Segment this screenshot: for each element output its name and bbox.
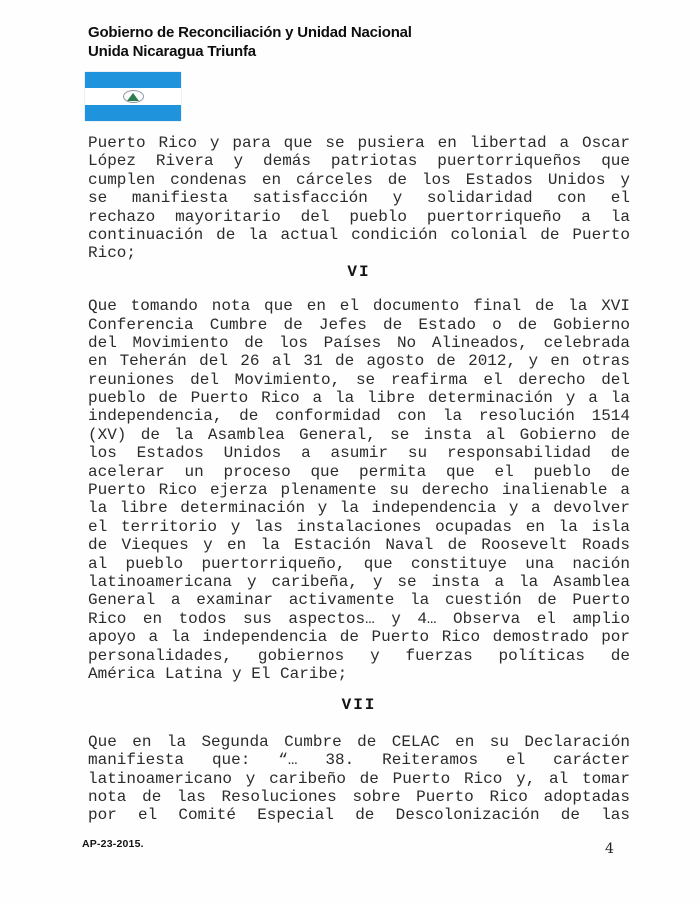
heading-vi: VI [347, 262, 371, 281]
nicaragua-flag-icon [85, 72, 181, 121]
text-line: Puerto Rico y para que se pusiera en libertad a Oscar [88, 134, 630, 152]
text-line: la libre determinación y la independencia y a devolver [88, 499, 630, 518]
text-line: independencia, de conformidad con la resolución 1514 [88, 407, 630, 426]
flag-stripe-top [85, 72, 181, 88]
text-line: por el Comité Especial de Descolonización de las [88, 806, 630, 825]
text-line: cumplen condenas en cárceles de los Estados Unidos y [88, 170, 630, 189]
text-line: apoyo a la independencia de Puerto Rico demostrado por [88, 628, 630, 647]
text-line: Conferencia Cumbre de Jefes de Estado o de Gobierno [88, 315, 630, 334]
document-header [88, 23, 412, 61]
flag-triangle-icon [127, 93, 139, 101]
document-body [88, 134, 630, 825]
text-line: reuniones del Movimiento, se reafirma el derecho del [88, 370, 630, 389]
text-line: el territorio y las instalaciones ocupadas en la isla [88, 517, 630, 536]
text-line: rechazo mayoritario del pueblo puertorriqueño a la [88, 207, 630, 226]
flag-stripe-bottom [85, 105, 181, 121]
text-line: (XV) de la Asamblea General, se insta al Gobierno de [88, 425, 630, 444]
flag-emblem-icon [123, 90, 144, 103]
text-line: acelerar un proceso que permita que el pueblo de [88, 462, 630, 481]
text-line: en Teherán del 26 al 31 de agosto de 2012, y en otras [88, 352, 630, 371]
text-line: General a examinar activamente la cuestión de Puerto [88, 591, 630, 610]
document-reference: AP-23-2015. [82, 838, 144, 850]
flag-stripe-middle [85, 88, 181, 105]
text-line: los Estados Unidos a asumir su responsabilidad de [88, 444, 630, 463]
page-number: 4 [605, 841, 614, 857]
paragraph-3 [88, 733, 630, 825]
text-line: manifiesta que: “… 38. Reiteramos el carácter [88, 751, 630, 770]
text-line: latinoamericano y caribeño de Puerto Rico y, al tomar [88, 769, 630, 788]
paragraph-1 [88, 134, 630, 263]
text-line: América Latina y El Caribe; [88, 664, 348, 683]
text-line: Que tomando nota que en el documento final de la XVI [88, 297, 630, 316]
text-line: López Rivera y demás patriotas puertorriqueños que [88, 152, 630, 171]
text-line: del Movimiento de los Países No Alineados, celebrada [88, 333, 630, 352]
text-line: al pueblo puertorriqueño, que constituye una nación [88, 554, 630, 573]
text-line: Que en la Segunda Cumbre de CELAC en su Declaración [88, 732, 630, 751]
text-line: pueblo de Puerto Rico a la libre determinación y a la [88, 389, 630, 408]
text-line: de Vieques y en la Estación Naval de Roosevelt Roads [88, 536, 630, 555]
text-line: nota de las Resoluciones sobre Puerto Rico adoptadas [88, 787, 630, 806]
header-line-2: Unida Nicaragua Triunfa [88, 43, 256, 60]
text-line: latinoamericana y caribeña, y se insta a la Asamblea [88, 572, 630, 591]
text-line: Rico en todos sus aspectos… y 4… Observa el amplio [88, 609, 630, 628]
header-line-1: Gobierno de Reconciliación y Unidad Nacional [88, 24, 412, 41]
text-line: Rico; [88, 244, 137, 263]
text-line: personalidades, gobiernos y fuerzas políticas de [88, 646, 630, 665]
text-line: continuación de la actual condición colonial de Puerto [88, 225, 630, 244]
text-line: se manifiesta satisfacción y solidaridad con el [88, 189, 630, 208]
heading-vii: VII [341, 696, 377, 715]
text-line: Puerto Rico ejerza plenamente su derecho inalienable a [88, 481, 630, 500]
paragraph-2 [88, 297, 630, 683]
